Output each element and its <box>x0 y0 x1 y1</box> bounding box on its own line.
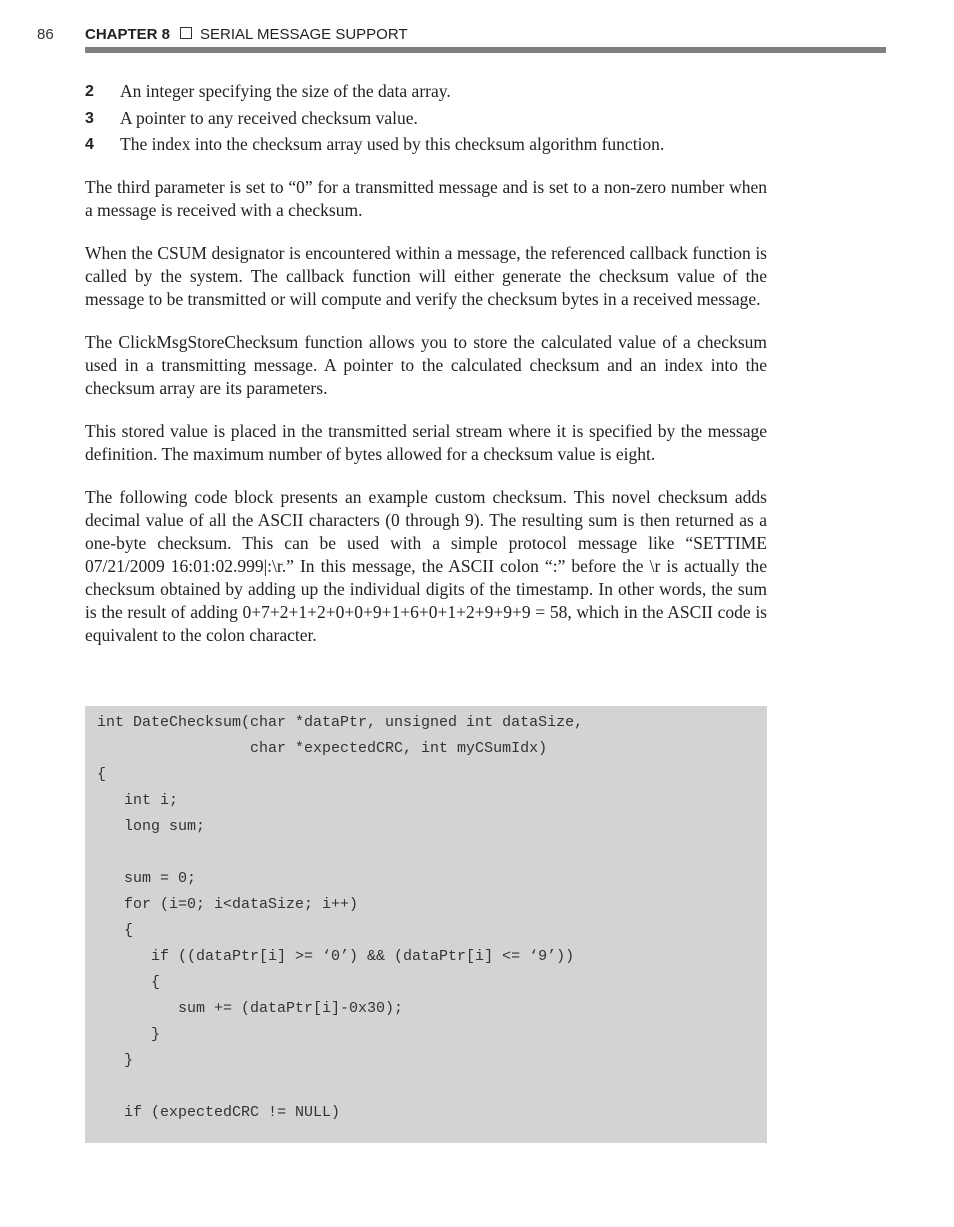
section-title: SERIAL MESSAGE SUPPORT <box>200 26 408 43</box>
parameter-list <box>85 80 767 156</box>
code-line: int DateChecksum(char *dataPtr, unsigned int dataSize, <box>97 714 584 731</box>
chapter-label: CHAPTER 8 <box>85 26 171 43</box>
code-line: for (i=0; i<dataSize; i++) <box>97 896 359 913</box>
code-line: long sum; <box>97 818 206 835</box>
paragraph-stored-value: This stored value is placed in the transmitted serial stream where it is specified by the message definition. The maximum number of bytes allowed for a checksum value is eight. <box>85 421 767 464</box>
list-item-number: 2 <box>85 83 94 100</box>
paragraph-third-parameter: The third parameter is set to “0” for a transmitted message and is set to a non-zero number when a message is received with a checksum. <box>85 177 767 220</box>
code-line: char *expectedCRC, int myCSumIdx) <box>97 740 548 757</box>
code-line: } <box>97 1052 134 1069</box>
list-item <box>85 80 767 103</box>
list-item-number: 4 <box>85 136 94 153</box>
list-item-text: The index into the checksum array used by this checksum algorithm function. <box>120 134 665 154</box>
code-line: int i; <box>97 792 179 809</box>
code-line: sum += (dataPtr[i]-0x30); <box>97 1000 404 1017</box>
list-item-text: A pointer to any received checksum value. <box>120 107 418 128</box>
code-line: } <box>97 1026 161 1043</box>
code-line: if ((dataPtr[i] >= ‘0’) && (dataPtr[i] <= ‘9’)) <box>97 948 575 965</box>
code-block <box>85 706 767 1143</box>
paragraph-code-example: The following code block presents an example custom checksum. This novel checksum adds decimal value of all the ASCII characters (0 through 9). The resulting sum is then returned as a one-byte checksum. This can be used with a simple protocol message like “SETTIME 07/21/2009 16:01:02.999|:\r.” In this message, the ASCII colon “:” before the \r is actually the checksum obtained by adding up the individual digits of the timestamp. In other words, the sum is the result of adding 0+7+2+1+2+0+0+9+1+6+0+1+2+9+9+9 = 58, which in the ASCII code is equivalent to the colon character. <box>85 487 767 645</box>
header-rule <box>85 47 886 53</box>
list-item-number: 3 <box>85 109 94 127</box>
list-item <box>85 133 767 156</box>
code-line: { <box>97 922 134 939</box>
list-item-text: An integer specifying the size of the data array. <box>120 81 451 101</box>
page-number: 86 <box>37 26 54 43</box>
body-text <box>85 80 767 647</box>
paragraph-csum-designator: When the CSUM designator is encountered within a message, the referenced callback function is called by the system. The callback function will either generate the checksum value of the message to be transmitted or will compute and verify the checksum bytes in a received message. <box>85 243 767 309</box>
code-line: if (expectedCRC != NULL) <box>97 1104 341 1121</box>
code-line: { <box>97 766 107 783</box>
paragraph-store-checksum: The ClickMsgStoreChecksum function allows you to store the calculated value of a checksum used in a transmitting message. A pointer to the calculated checksum and an index into the checksum array are its parameters. <box>85 332 767 398</box>
code-line: { <box>97 974 161 991</box>
code-line: sum = 0; <box>97 870 197 887</box>
running-head <box>85 26 408 43</box>
list-item <box>85 107 767 130</box>
square-separator-icon <box>180 27 192 39</box>
page-header <box>0 0 954 56</box>
